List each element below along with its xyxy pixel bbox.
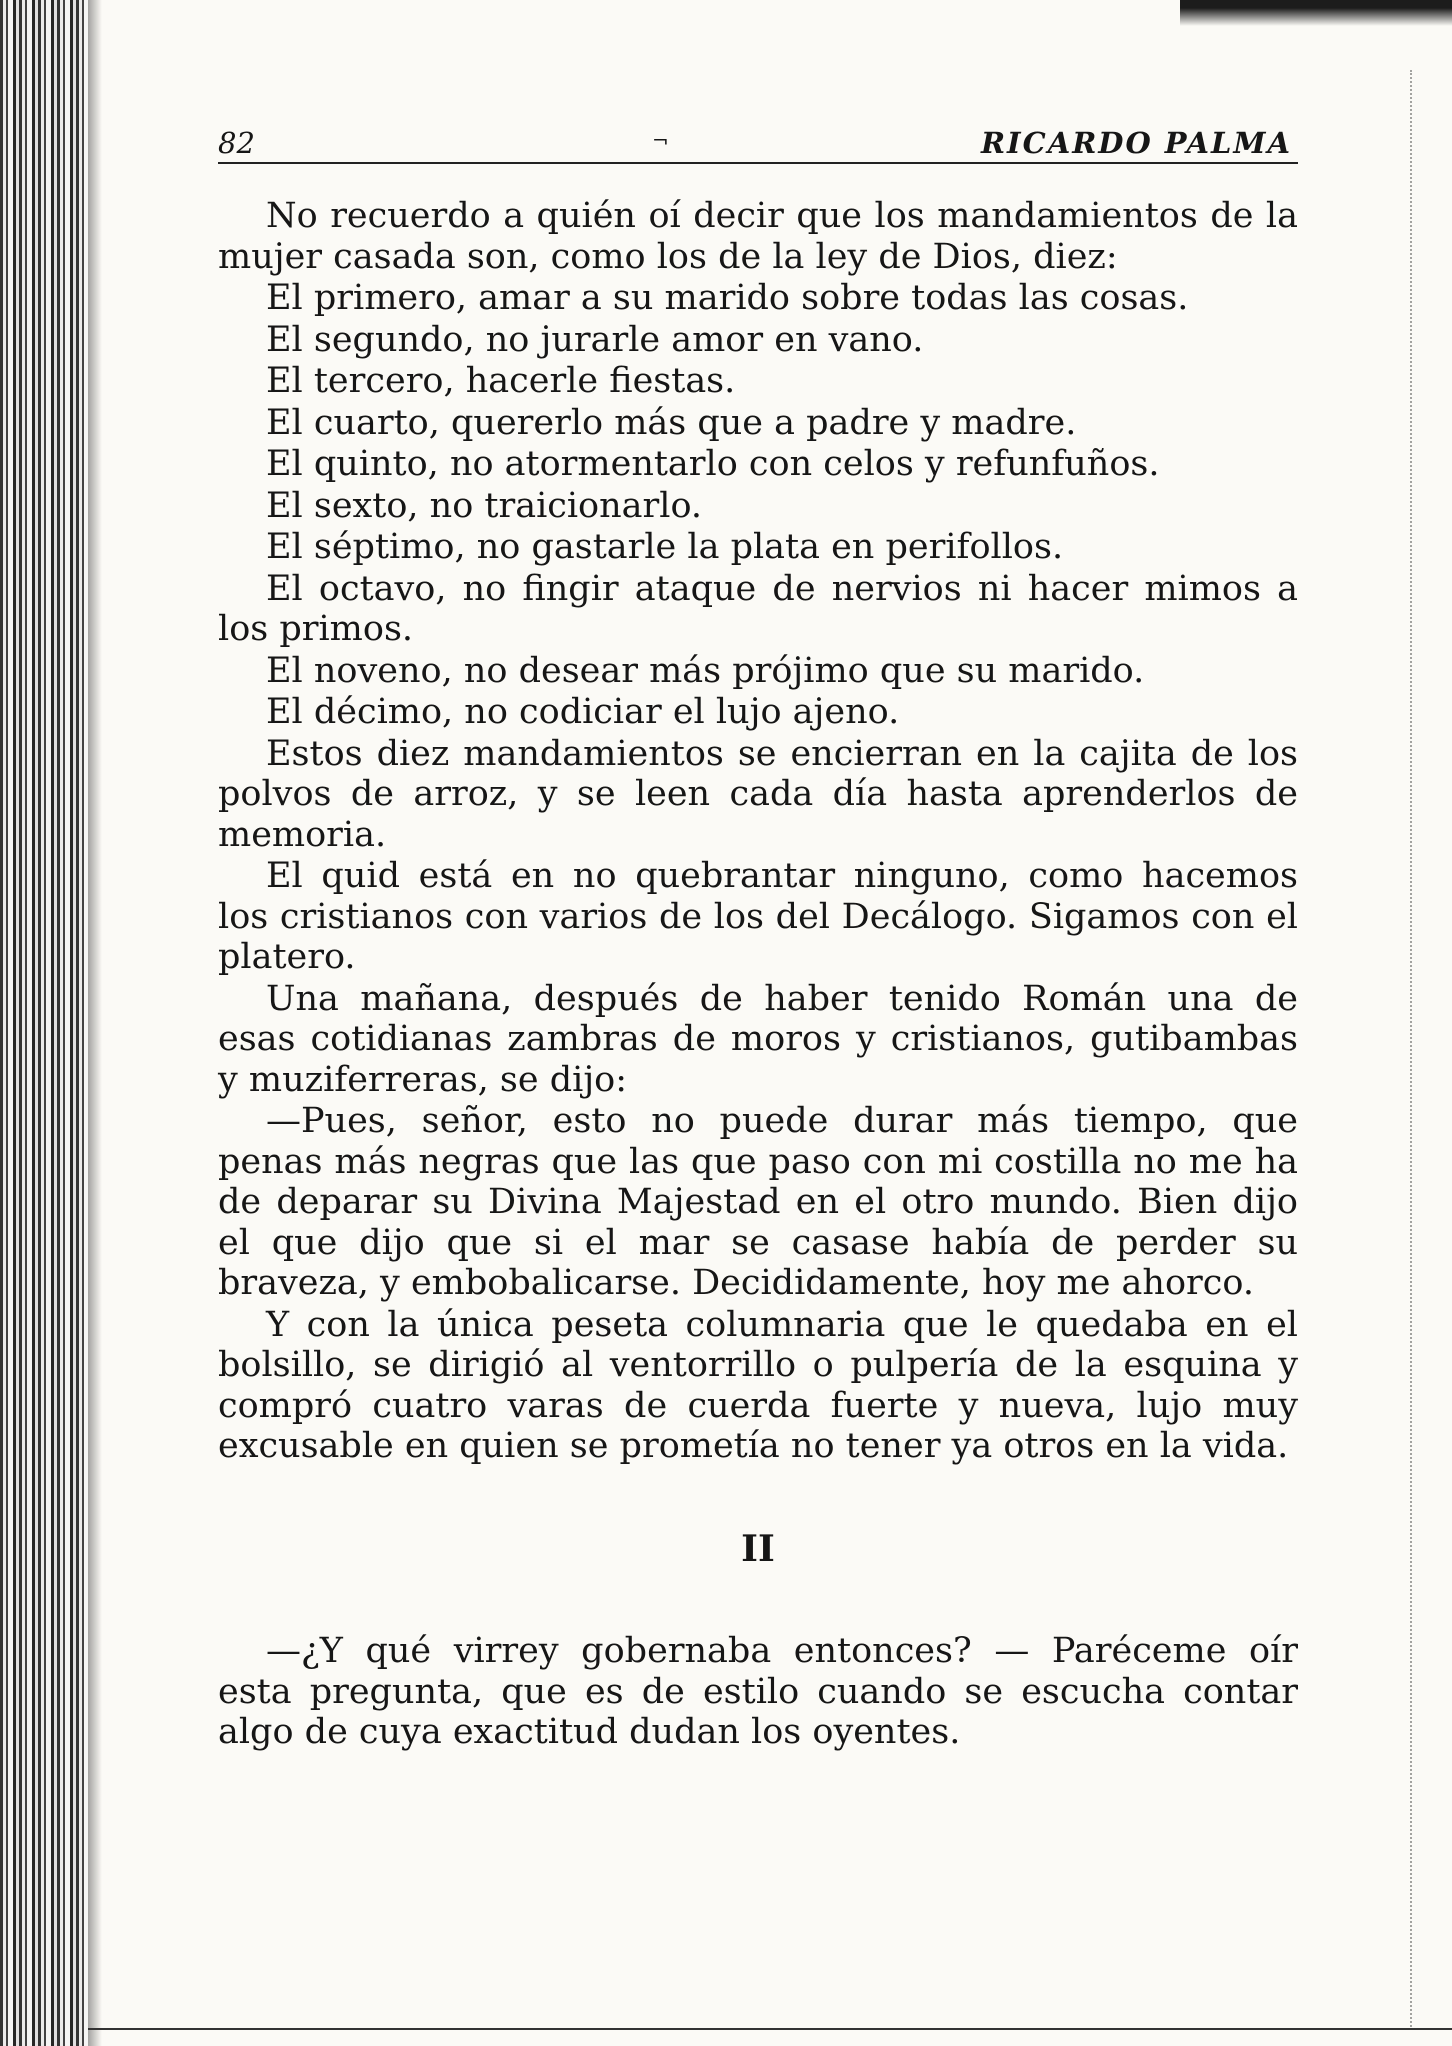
- paragraph: El cuarto, quererlo más que a padre y madre.: [266, 402, 1077, 443]
- paragraph: Una mañana, después de haber tenido Román una de esas cotidianas zambras de moros y cristianos, gutibambas y muziferreras, se dijo:: [218, 978, 1298, 1100]
- paragraph: El décimo, no codiciar el lujo ajeno.: [266, 692, 900, 732]
- body-text: [218, 196, 1298, 1753]
- paragraph: El séptimo, no gastarle la plata en perifollos.: [266, 527, 1064, 567]
- paragraph: —Pues, señor, esto no puede durar más tiempo, que penas más negras que las que paso con mi costilla no me ha de deparar su Divina Majestad en el otro mundo. Bien dijo el que dijo que si el mar se casase había de perder su braveza, y embobalicarse. Decididamente, hoy me ahorco.: [218, 1101, 1298, 1303]
- paragraph: Estos diez mandamientos se encierran en la cajita de los polvos de arroz, y se leen cada día hasta aprenderlos de memoria.: [218, 733, 1298, 855]
- page-edge: [1410, 70, 1452, 2030]
- book-page: [218, 118, 1298, 1754]
- section-heading: II: [741, 1527, 775, 1570]
- paragraph: —¿Y qué virrey gobernaba entonces? — Paréceme oír esta pregunta, que es de estilo cuando se escucha contar algo de cuya exactitud dudan los oyentes.: [218, 1631, 1298, 1752]
- page-number: 82: [218, 126, 255, 160]
- gutter-shade: [88, 0, 102, 2046]
- paragraph: El primero, amar a su marido sobre todas las cosas.: [266, 278, 1189, 318]
- header-mark: ¬: [652, 128, 669, 152]
- paragraph: El quinto, no atormentarlo con celos y refunfuños.: [266, 444, 1160, 484]
- paragraph: No recuerdo a quién oí decir que los mandamientos de la mujer casada son, como los de la ley de Dios, diez:: [218, 196, 1298, 277]
- paragraph: El noveno, no desear más prójimo que su marido.: [266, 650, 1145, 691]
- running-title: RICARDO PALMA: [980, 126, 1292, 160]
- scan-bottom-edge: [88, 2028, 1452, 2030]
- running-header: [218, 118, 1298, 164]
- paragraph: El tercero, hacerle fiestas.: [266, 361, 736, 401]
- paragraph: El octavo, no fingir ataque de nervios ni hacer mimos a los primos.: [218, 568, 1298, 649]
- scan-smudge: [1180, 0, 1452, 26]
- paragraph: Y con la única peseta columnaria que le quedaba en el bolsillo, se dirigió al ventorrillo o pulpería de la esquina y compró cuatro varas de cuerda fuerte y nueva, lujo muy excusable en quien se prometía no tener ya otros en la vida.: [218, 1304, 1298, 1466]
- paragraph: El quid está en no quebrantar ninguno, como hacemos los cristianos con varios de los del Decálogo. Sigamos con el platero.: [218, 856, 1298, 977]
- book-spine-shadow: [0, 0, 88, 2046]
- paragraph: El segundo, no jurarle amor en vano.: [266, 319, 924, 360]
- paragraph: El sexto, no traicionarlo.: [266, 485, 703, 526]
